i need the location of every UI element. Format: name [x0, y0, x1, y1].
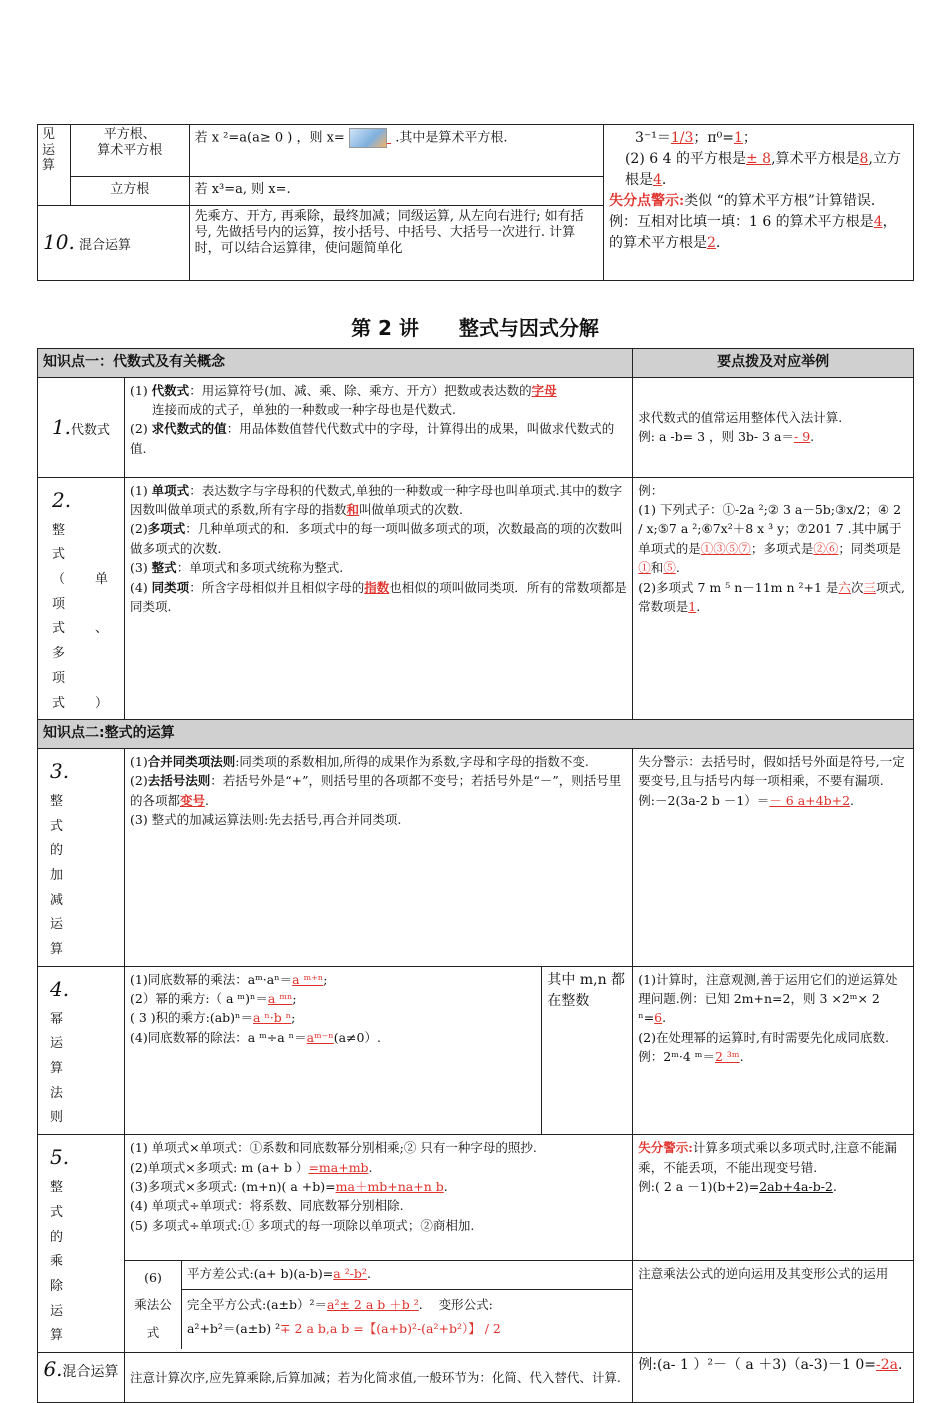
row5-body: (1) 单项式×单项式：①系数和同底数幂分别相乘;② 只有一种字母的照抄. (2)单项式×多项式: m (a+ b ）=ma+mb. (3)多项式×多项式: (m+n)( a +b)=ma＋mb+na+n b. (4) 单项式÷单项式：将系数、同底数幂分别相除. (5) 多项式÷单项式:① 多项式的每一项除以单项式；②商相加.: [124, 1135, 632, 1261]
top-col1: 见 运 算: [38, 125, 71, 206]
diff-of-squares: 平方差公式:(a+ b)(a-b)=a ²-b².: [181, 1261, 632, 1290]
row5-formula-cell: [124, 1260, 632, 1352]
row1-body: (1) 代数式：用运算符号(加、减、乘、除、乘方、开方）把数或表达数的字母 连接而成的式子，单独的一种数或一种字母也是代数式. (2) 求代数式的值：用品体数值替代代数式中的字母，计算得出的成果，叫做求代数式的值.: [124, 377, 632, 477]
cbrt-body-cell: 若 x³=a, 则 x=.: [189, 177, 603, 205]
row4-example: (1)计算时，注意观测,善于运用它们的逆运算处理问题.例：已知 2m+n=2，则 3 ×2ᵐ× 2 ⁿ=6. (2)在处理幂的运算时,有时需要先化成同底数.例：2ᵐ·4 ᵐ＝2 ³ᵐ.: [633, 966, 914, 1134]
row3-example: 失分警示：去括号时，假如括号外面是符号,一定要变号,且与括号内每一项相乘，不要有漏项. 例:－2(3a-2 b －1）＝－ 6 a+4b+2.: [633, 748, 914, 966]
row2-body: (1) 单项式：表达数字与字母积的代数式,单独的一种数或一种字母也叫单项式.其中的数字因数叫做单项式的系数,所有字母的指数和叫做单项式的次数. (2)多项式：几种单项式的和．多项式中的每一项叫做多项式的项，次数最高的项的次数叫做多项式的次数. (3) 整式：单项式和多项式统称为整式. (4) 同类项：所含字母相似并且相似字母的指数也相似的项叫做同类项．所有的常数项都是同类项.: [124, 477, 632, 720]
row5-formula-note: 注意乘法公式的逆向运用及其变形公式的运用: [633, 1260, 914, 1352]
sqrt-body-cell: 若 x ²=a(a≥ 0 ) ，则 x= .其中是算术平方根.: [189, 125, 603, 177]
formula-label: (6) 乘法公式: [125, 1261, 182, 1350]
row5-name: 5.整式的乘除运算: [38, 1135, 125, 1353]
row6-name: 6.混合运算: [38, 1352, 125, 1402]
mixed-op-name-cell: 10. 混合运算: [38, 205, 190, 281]
main-table: [37, 348, 914, 1403]
top-table: [37, 124, 914, 281]
row1-name: 1.代数式: [38, 377, 125, 477]
section1-header-right: 要点拨及对应举例: [633, 349, 914, 378]
perfect-square: 完全平方公式:(a±b）²＝a²± 2 a b ＋b ². 变形公式: a²+b²＝(a±b) ²∓ 2 a b,a b =【(a+b)²-(a²+b²）】 / 2: [186, 1296, 501, 1336]
row2-example: 例： (1) 下列式子：①-2a ²;② 3 a－5b;③x/2；④ 2 / x;⑤7 a ²;⑥7x²＋8 x ³ y；⑦201 7 .其中属于单项式的是①③⑤⑦；多项式是②⑥；同类项是①和⑤. (2)多项式 7 m ⁵ n－11m n ²+1 是六次三项式,常数项是1.: [633, 477, 914, 720]
section1-header: 知识点一：代数式及有关概念: [38, 349, 633, 378]
warning-label: 失分点警示:: [608, 193, 685, 209]
row3-name: 3.整式的加减运算: [38, 748, 125, 966]
lecture-title: 第 2 讲 整式与因式分解: [351, 316, 599, 340]
formula-image-icon: [349, 128, 387, 148]
section2-header: 知识点二:整式的运算: [38, 720, 914, 749]
sqrt-name-cell: 平方根、 算术平方根: [70, 125, 189, 177]
row2-name: 2. 整式（单项式、多项式）: [38, 477, 125, 720]
mixed-op-body-cell: 先乘方、开方, 再乘除，最终加减；同级运算, 从左向右进行; 如有括号, 先做括号内的运算，按小括号、中括号、大括号一次进行. 计算时，可以结合运算律，使问题简单化: [189, 205, 603, 281]
blank-pi0: 1: [733, 130, 743, 146]
row6-body: 注意计算次序,应先算乘除,后算加减；若为化简求值,一般环节为：化简、代入替代、计算.: [124, 1352, 632, 1402]
row1-example: 求代数式的值常运用整体代入法计算. 例: a -b= 3 ，则 3b- 3 a＝- 9.: [633, 377, 914, 477]
top-right-cell: 3⁻¹＝1/3；π⁰=1； (2) 6 4 的平方根是± 8,算术平方根是8,立方根是4. 失分点警示:类似 “的算术平方根”计算错误．例：互相对比填一填：1 6 的算术平方根是4，的算术平方根是2.: [603, 125, 913, 281]
blank-inv3: 1/3: [670, 130, 694, 146]
row5-example: 失分警示:计算多项式乘以多项式时,注意不能漏乘，不能丢项，不能出现变号错. 例:( 2 a －1)(b+2)=2ab+4a-b-2.: [633, 1135, 914, 1261]
cbrt-name-cell: 立方根: [70, 177, 189, 205]
row3-body: (1)合并同类项法则:同类项的系数相加,所得的成果作为系数,字母和字母的指数不变. (2)去括号法则：若括号外是“+”，则括号里的各项都不变号；若括号外是“－”，则括号里的各项都变号. (3) 整式的加减运算法则:先去括号,再合并同类项.: [124, 748, 632, 966]
row4-name: 4.幂运算法则: [38, 966, 125, 1134]
row4-body: (1)同底数幂的乘法：aᵐ·aⁿ＝a ᵐ⁺ⁿ; (2）幂的乘方:（ a ᵐ)ⁿ＝a ᵐⁿ; ( 3 )积的乘方:(ab)ⁿ＝a ⁿ·b ⁿ; (4)同底数幂的除法：a ᵐ÷a ⁿ＝aᵐ⁻ⁿ(a≠0）.: [124, 966, 541, 1134]
row6-example: 例:(a- 1 ）²－（ a ＋3)（a-3)－1 0=-2a.: [633, 1352, 914, 1402]
row4-note: 其中 m,n 都在整数: [542, 966, 633, 1134]
